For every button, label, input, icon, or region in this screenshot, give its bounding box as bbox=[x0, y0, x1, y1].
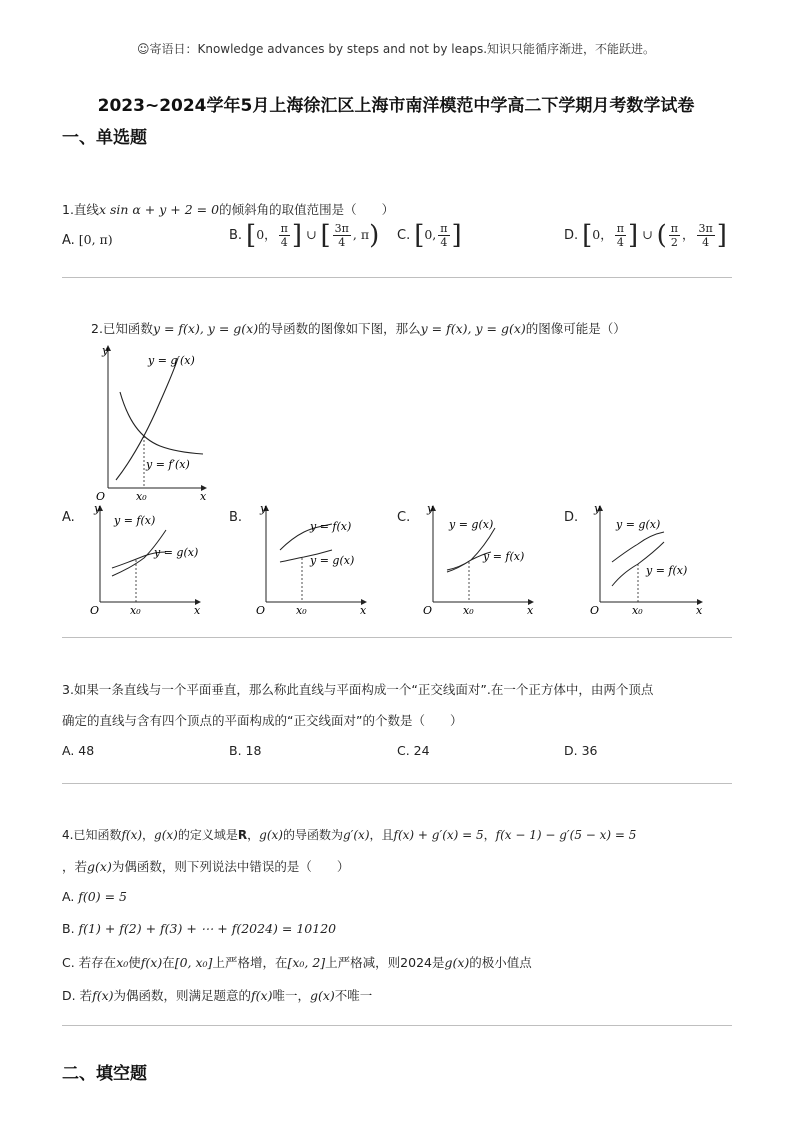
q2-option-b[interactable]: B. bbox=[229, 510, 243, 525]
q1-option-d-frac2 bbox=[669, 222, 680, 249]
bracket-icon: [ bbox=[414, 220, 425, 251]
bracket-icon: ] bbox=[716, 220, 727, 251]
q2-option-c-graph[interactable] bbox=[419, 502, 539, 618]
frac-den: 4 bbox=[440, 236, 448, 249]
bracket-icon: [ bbox=[320, 220, 331, 251]
q4-math: f(x) bbox=[251, 988, 273, 1003]
q4-text: 的极小值点 bbox=[469, 955, 532, 970]
paren-icon: ) bbox=[369, 220, 380, 251]
x0-label: x₀ bbox=[130, 604, 141, 617]
q1-option-d-sep: ， bbox=[681, 227, 695, 242]
q4-text: ， bbox=[142, 828, 155, 842]
frac-den: 4 bbox=[338, 236, 346, 249]
x-axis-label: x bbox=[527, 604, 534, 617]
q4-option-d[interactable] bbox=[62, 986, 372, 1004]
union-symbol: ∪ bbox=[306, 227, 317, 242]
g-prime-label: y = g′(x) bbox=[148, 354, 195, 367]
q4-math: f(x) bbox=[92, 988, 114, 1003]
page-title: 2023~2024学年5月上海徐汇区上海市南洋模范中学高二下学期月考数学试卷 bbox=[97, 96, 695, 116]
q3-option-b[interactable]: B. 18 bbox=[229, 743, 262, 758]
q4-text: ，若 bbox=[62, 859, 88, 874]
y-axis-label: y bbox=[594, 502, 601, 515]
q3-option-a[interactable]: A. 48 bbox=[62, 743, 95, 758]
q4-math: [0, x₀] bbox=[174, 955, 213, 970]
bracket-icon: ] bbox=[627, 220, 639, 251]
q4-option-b-label: B. bbox=[62, 921, 75, 936]
f-prime-label: y = f′(x) bbox=[146, 458, 190, 471]
frac-num: π bbox=[670, 222, 678, 235]
q4-text: ， bbox=[247, 828, 260, 842]
g-curve bbox=[447, 528, 495, 570]
section-heading-fill-in: 二、填空题 bbox=[62, 1064, 147, 1084]
q1-expression: x sin α + y + 2 = 0 bbox=[98, 202, 220, 217]
bracket-icon: [ bbox=[246, 220, 257, 251]
f-label: y = f(x) bbox=[114, 514, 156, 527]
q4-math: f(x) bbox=[140, 955, 163, 970]
q1-option-d-start: 0， bbox=[592, 227, 613, 242]
q2-suffix: 的图像可能是（） bbox=[525, 321, 626, 336]
q4-text: 上严格增，在 bbox=[212, 955, 288, 970]
q4-math: [x₀, 2] bbox=[287, 955, 326, 970]
x0-label: x₀ bbox=[463, 604, 474, 617]
divider bbox=[62, 637, 732, 638]
q1-option-a-value: [0, π) bbox=[78, 232, 113, 247]
q4-math: f(x − 1) − g′(5 − x) = 5 bbox=[495, 828, 637, 842]
x0-label: x₀ bbox=[632, 604, 643, 617]
q4-text: 4.已知函数 bbox=[62, 828, 122, 842]
q4-math: x₀ bbox=[116, 955, 129, 970]
g-label: y = g(x) bbox=[449, 518, 494, 531]
f-label: y = f(x) bbox=[310, 520, 352, 533]
q1-option-d-frac3 bbox=[697, 222, 715, 249]
frac-num: 3π bbox=[334, 222, 349, 235]
q4-text: 的定义域是 bbox=[177, 828, 238, 842]
page-motto: ☺寄语日：Knowledge advances by steps and not by leaps.知识只能循序渐进，不能跃进。 bbox=[136, 42, 656, 56]
q2-option-d[interactable]: D. bbox=[564, 510, 579, 525]
divider bbox=[62, 783, 732, 784]
frac-den: 4 bbox=[280, 236, 288, 249]
q2-option-a[interactable]: A. bbox=[62, 510, 75, 525]
q1-prefix: 1.直线 bbox=[62, 202, 99, 217]
q4-text: 在 bbox=[162, 955, 175, 970]
q4-math: f(x) + g′(x) = 5 bbox=[393, 828, 484, 842]
y-axis-label: y bbox=[94, 502, 101, 515]
q1-suffix: 的倾斜角的取值范围是（ ） bbox=[219, 202, 395, 217]
origin-label: O bbox=[590, 604, 600, 617]
g-curve bbox=[612, 532, 664, 562]
q4-text: 唯一， bbox=[272, 988, 310, 1003]
q4-text: 的导函数为 bbox=[282, 828, 343, 842]
divider bbox=[62, 1025, 732, 1026]
x0-label: x₀ bbox=[296, 604, 307, 617]
q4-text: C. 若存在 bbox=[62, 955, 117, 970]
q4-text: 使 bbox=[128, 955, 141, 970]
origin-label: O bbox=[423, 604, 433, 617]
q2-option-d-graph[interactable] bbox=[586, 502, 710, 618]
bracket-icon: [ bbox=[582, 220, 593, 251]
bracket-icon: ] bbox=[291, 220, 303, 251]
q4-math: f(x) bbox=[121, 828, 143, 842]
x-axis-label: x bbox=[200, 490, 207, 503]
x-axis-label: x bbox=[194, 604, 201, 617]
question-4-line-1 bbox=[62, 826, 636, 843]
question-2-stem bbox=[91, 319, 626, 337]
q4-option-a-label: A. bbox=[62, 889, 75, 904]
q4-option-a[interactable] bbox=[62, 889, 127, 904]
q1-option-a-label: A. bbox=[62, 233, 75, 248]
f-label: y = f(x) bbox=[646, 564, 688, 577]
q4-option-b-value: f(1) + f(2) + f(3) + ⋯ + f(2024) = 10120 bbox=[78, 921, 337, 936]
q1-option-b[interactable] bbox=[229, 222, 379, 249]
q1-option-b-end: , π bbox=[352, 227, 370, 242]
q4-text: 为偶函数，则下列说法中错误的是（ ） bbox=[111, 859, 350, 874]
q4-real-set: R bbox=[237, 828, 248, 842]
q2-expression-2: y = f(x), y = g(x) bbox=[420, 321, 526, 336]
f-label: y = f(x) bbox=[483, 550, 525, 563]
q4-text: 为偶函数，则满足题意的 bbox=[113, 988, 252, 1003]
y-axis-label: y bbox=[102, 344, 109, 357]
origin-label: O bbox=[256, 604, 266, 617]
origin-label: O bbox=[90, 604, 100, 617]
q2-prefix: 2.已知函数 bbox=[91, 321, 153, 336]
union-symbol: ∪ bbox=[642, 227, 653, 242]
frac-num: 3π bbox=[698, 222, 713, 235]
frac-num: π bbox=[280, 222, 288, 235]
q4-math: g′(x) bbox=[342, 828, 370, 842]
f-prime-curve bbox=[120, 392, 203, 454]
g-label: y = g(x) bbox=[616, 518, 661, 531]
question-4-line-2 bbox=[62, 857, 349, 875]
q4-text: 上严格减，则2024是 bbox=[325, 955, 445, 970]
q1-option-c-frac bbox=[438, 222, 449, 249]
frac-den: 4 bbox=[616, 236, 624, 249]
q1-option-b-start: 0， bbox=[256, 227, 277, 242]
q4-math: g(x) bbox=[444, 955, 470, 970]
q4-text: 不唯一 bbox=[334, 988, 373, 1003]
divider bbox=[62, 277, 732, 278]
origin-label: O bbox=[96, 490, 106, 503]
q4-option-c[interactable] bbox=[62, 953, 532, 971]
q1-option-d-label: D. bbox=[564, 228, 579, 243]
q4-option-b[interactable] bbox=[62, 921, 336, 936]
section-heading-single-choice: 一、单选题 bbox=[62, 128, 147, 148]
q1-option-c-label: C. bbox=[397, 228, 411, 243]
q2-option-b-graph[interactable] bbox=[252, 502, 372, 618]
q1-option-b-frac2 bbox=[333, 222, 351, 249]
x-axis-label: x bbox=[360, 604, 367, 617]
q4-text: D. 若 bbox=[62, 988, 93, 1003]
q4-math: g(x) bbox=[87, 859, 112, 874]
y-axis-label: y bbox=[260, 502, 267, 515]
x0-label: x₀ bbox=[136, 490, 147, 503]
question-3-line-2: 确定的直线与含有四个顶点的平面构成的“正交线面对”的个数是（ ） bbox=[62, 713, 463, 728]
q2-middle: 的导函数的图像如下图，那么 bbox=[258, 321, 421, 336]
q4-text: ， bbox=[483, 828, 496, 842]
q4-math: g(x) bbox=[259, 828, 283, 842]
frac-den: 2 bbox=[670, 236, 678, 249]
q1-option-a[interactable] bbox=[62, 232, 113, 248]
q3-option-c[interactable]: C. 24 bbox=[397, 743, 430, 758]
q1-option-d[interactable] bbox=[564, 222, 727, 249]
q4-text: ，且 bbox=[369, 828, 394, 842]
derivative-graph bbox=[88, 340, 218, 504]
frac-den: 4 bbox=[702, 236, 710, 249]
q2-option-a-graph[interactable] bbox=[86, 502, 206, 618]
g-label: y = g(x) bbox=[310, 554, 355, 567]
frac-num: π bbox=[440, 222, 448, 235]
q2-option-c[interactable]: C. bbox=[397, 510, 411, 525]
q1-option-b-frac1 bbox=[279, 222, 290, 249]
bracket-icon: ] bbox=[451, 220, 462, 251]
g-label: y = g(x) bbox=[154, 546, 199, 559]
question-1-stem bbox=[62, 200, 394, 218]
q4-option-a-value: f(0) = 5 bbox=[78, 889, 128, 904]
q4-math: g(x) bbox=[309, 988, 335, 1003]
x-axis-label: x bbox=[696, 604, 703, 617]
question-3-line-1: 3.如果一条直线与一个平面垂直，那么称此直线与平面构成一个“正交线面对”.在一个正方体中，由两个顶点 bbox=[62, 682, 654, 697]
q1-option-b-label: B. bbox=[229, 228, 243, 243]
frac-num: π bbox=[616, 222, 624, 235]
paren-icon: ( bbox=[656, 220, 667, 251]
q1-option-c-start: 0, bbox=[424, 227, 437, 242]
q1-option-c[interactable] bbox=[397, 222, 462, 249]
q3-option-d[interactable]: D. 36 bbox=[564, 743, 598, 758]
q1-option-d-frac1 bbox=[615, 222, 626, 249]
y-axis-label: y bbox=[427, 502, 434, 515]
q2-expression-1: y = f(x), y = g(x) bbox=[152, 321, 259, 336]
q4-math: g(x) bbox=[154, 828, 178, 842]
